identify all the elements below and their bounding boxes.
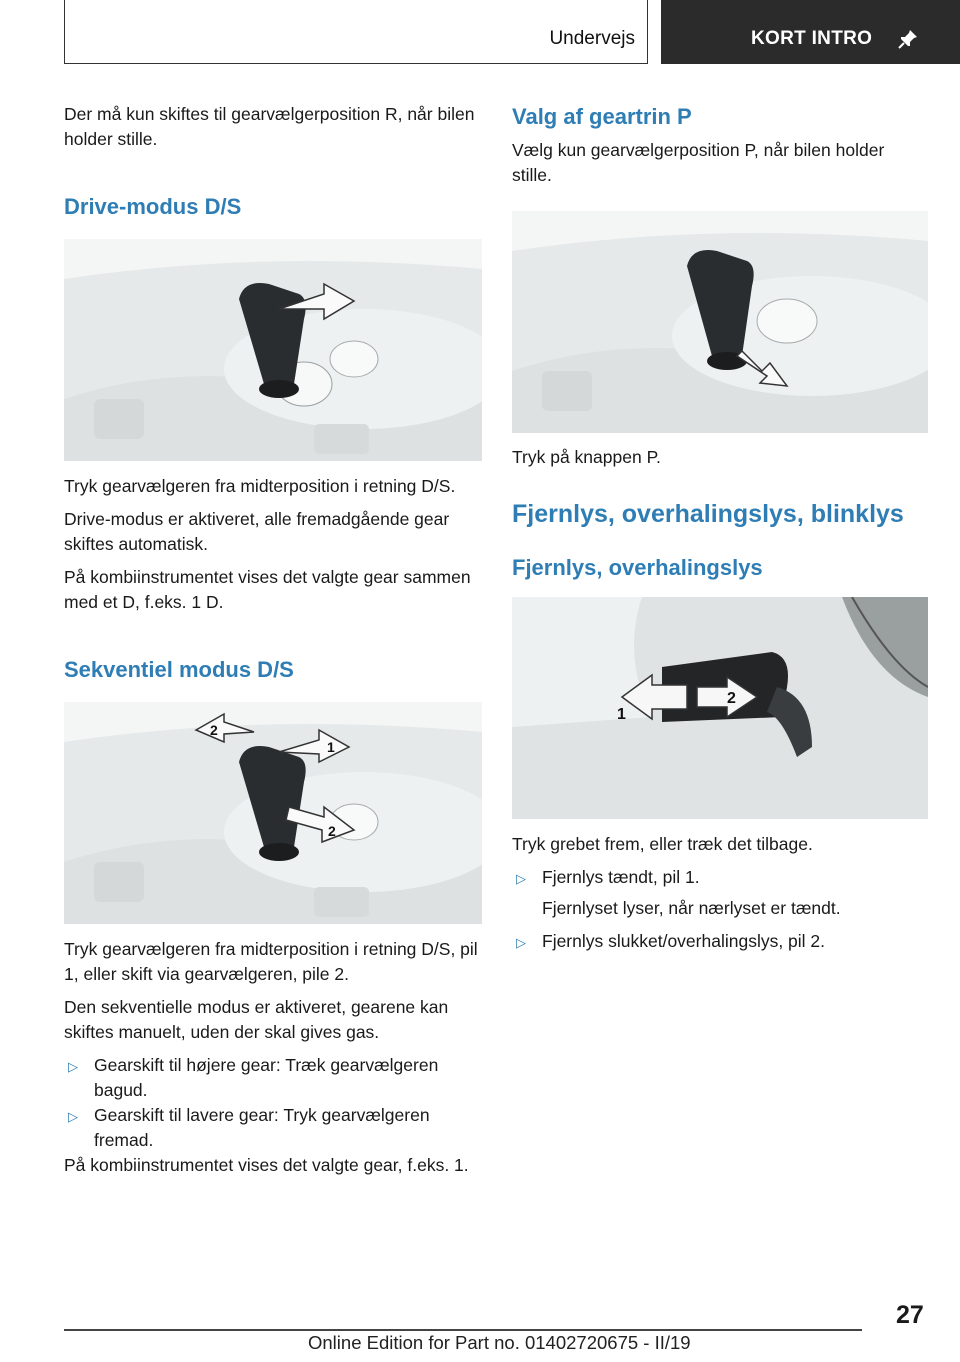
header-section-title: Undervejs: [549, 28, 635, 49]
sequential-arrow-label-2-top: 2: [210, 722, 218, 738]
list-item: [512, 865, 928, 890]
gear-selector-p-button-illustration: [512, 211, 928, 433]
page-number: 27: [896, 1301, 924, 1329]
list-item: [512, 929, 928, 954]
list-item-text: Gearskift til højere gear: Træk gearvælgeren bagud.: [94, 1055, 439, 1100]
list-item-text: Fjernlys tændt, pil 1.: [542, 867, 700, 887]
stalk-arrow-label-1: 1: [617, 706, 626, 723]
triangle-bullet-icon: ▷: [516, 935, 526, 950]
header-chapter-box: [661, 0, 960, 64]
figure-light-stalk: [512, 597, 928, 819]
list-item: [64, 1053, 482, 1103]
figure-park: [512, 211, 928, 433]
sequential-arrow-label-2-bottom: 2: [328, 823, 336, 839]
header-section-box: [64, 0, 648, 64]
list-item-text: Gearskift til lavere gear: Tryk gearvælgeren fremad.: [94, 1105, 430, 1150]
figure-sequential-mode: [64, 702, 482, 924]
heading-high-beam: Fjernlys, overhalingslys: [512, 555, 763, 580]
triangle-bullet-icon: ▷: [68, 1109, 78, 1124]
drive-paragraph-2: Drive-modus er aktiveret, alle fremadgående gear skiftes automatisk.: [64, 509, 450, 554]
header-chapter-title: KORT INTRO: [751, 28, 873, 49]
gear-selector-forward-arrow-illustration: [64, 239, 482, 461]
sequential-paragraph-2: Den sekventielle modus er aktiveret, gearene kan skiftes manuelt, uden der skal gives gas.: [64, 997, 449, 1042]
right-column: [512, 104, 928, 954]
sequential-arrow-label-1: 1: [327, 739, 335, 755]
light-stalk-arrows-illustration: [512, 597, 928, 819]
figure-drive-mode: [64, 239, 482, 461]
triangle-bullet-icon: ▷: [68, 1059, 78, 1074]
intro-paragraph: Der må kun skiftes til gearvælgerposition R, når bilen holder stille.: [64, 104, 475, 149]
drive-paragraph-1: Tryk gearvælgeren fra midterposition i retning D/S.: [64, 476, 456, 496]
footer-divider: [64, 1329, 862, 1331]
stalk-paragraph: Tryk grebet frem, eller træk det tilbage.: [512, 834, 813, 854]
sequential-paragraph-3: På kombiinstrumentet vises det valgte gear, f.eks. 1.: [64, 1155, 469, 1175]
heading-park: Valg af geartrin P: [512, 104, 692, 129]
triangle-bullet-icon: ▷: [516, 871, 526, 886]
list-item: [64, 1103, 482, 1153]
gear-selector-sequential-arrows-illustration: [64, 702, 482, 924]
heading-sequential-mode: Sekventiel modus D/S: [64, 657, 294, 682]
pin-icon: [897, 28, 919, 50]
list-item-subtext: Fjernlyset lyser, når nærlyset er tændt.: [542, 898, 841, 918]
heading-drive-mode: Drive-modus D/S: [64, 194, 242, 219]
drive-paragraph-3: På kombiinstrumentet vises det valgte gear sammen med et D, f.eks. 1 D.: [64, 567, 471, 612]
left-column: [64, 100, 482, 1178]
sequential-paragraph-1: Tryk gearvælgeren fra midterposition i retning D/S, pil 1, eller skift via gearvælgeren, pile 2.: [64, 939, 478, 984]
stalk-arrow-label-2: 2: [727, 690, 736, 707]
heading-lights: Fjernlys, overhalingslys, blinklys: [512, 500, 904, 528]
park-paragraph-1: Vælg kun gearvælgerposition P, når bilen holder stille.: [512, 140, 885, 185]
park-paragraph-2: Tryk på knappen P.: [512, 447, 661, 467]
footer-edition: Online Edition for Part no. 01402720675 - II/19: [308, 1332, 691, 1353]
list-item-text: Fjernlys slukket/overhalingslys, pil 2.: [542, 931, 826, 951]
